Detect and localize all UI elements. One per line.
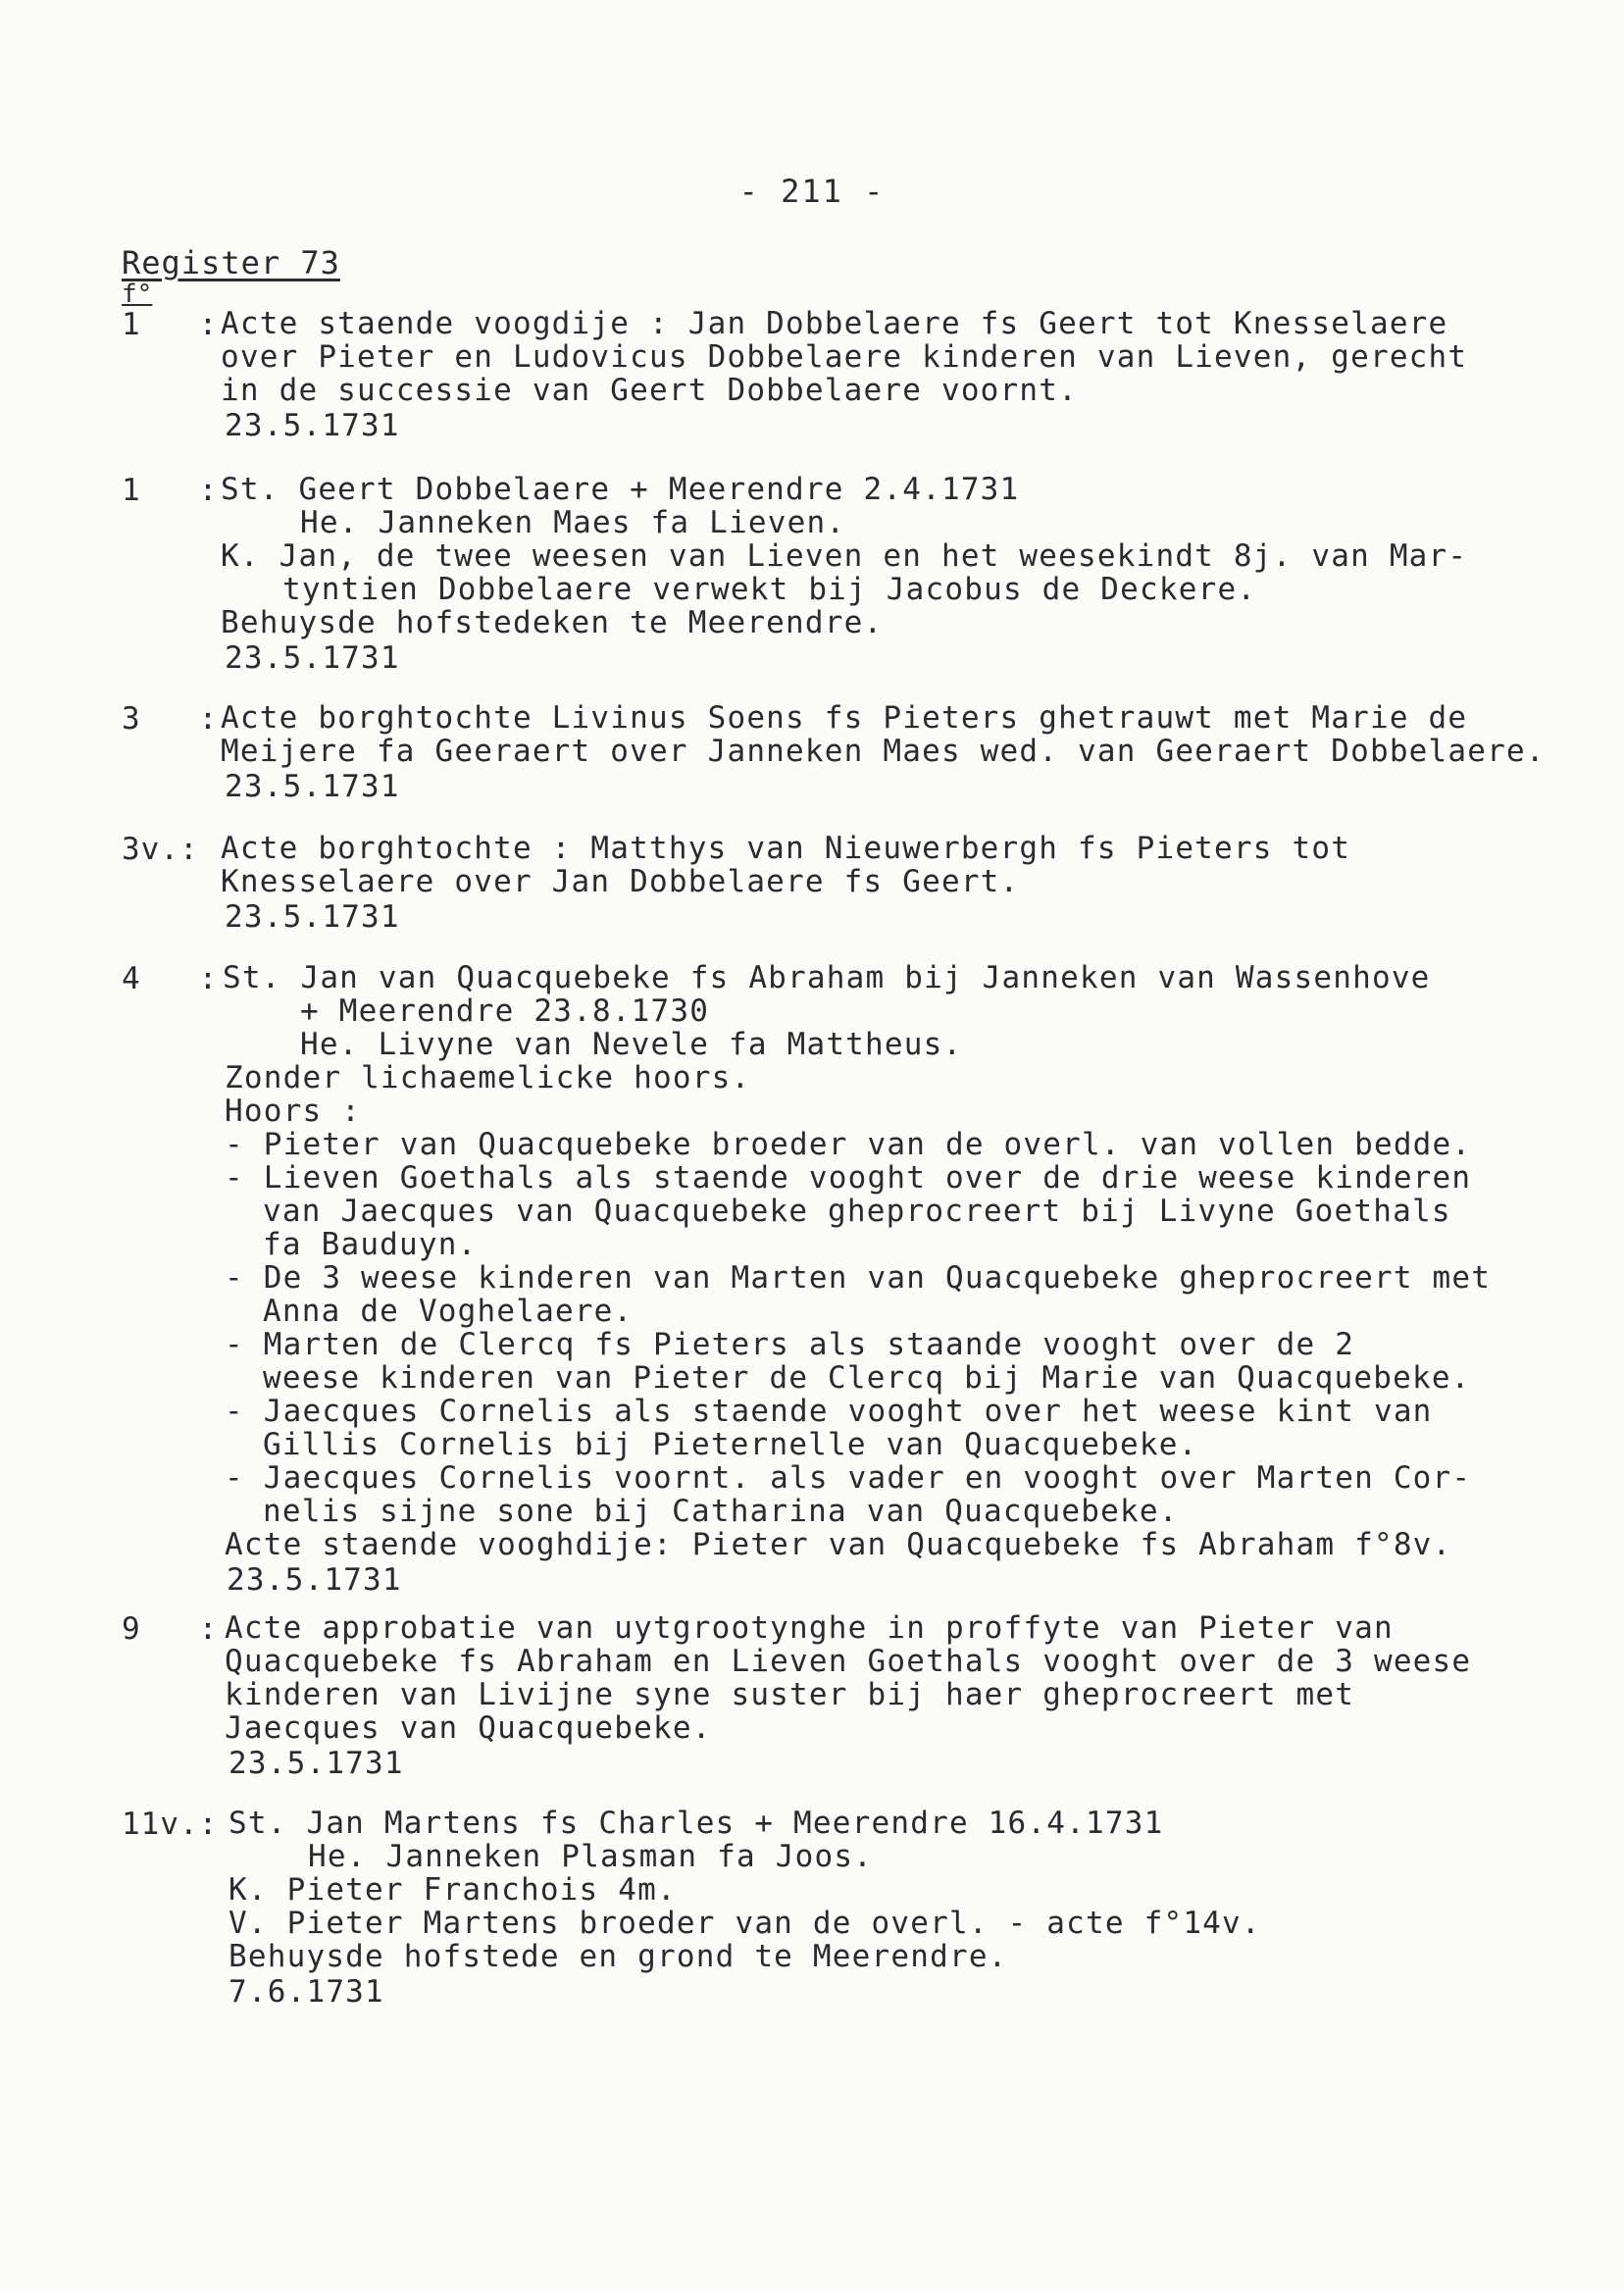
entry-date: 23.5.1731 <box>225 769 400 804</box>
entry-line: K. Jan, de twee weesen van Lieven en het weesekindt 8j. van Mar- <box>221 538 1468 574</box>
entry-line: Meijere fa Geeraert over Janneken Maes wed. van Geeraert Dobbelaere. <box>221 734 1546 769</box>
entry-line: He. Janneken Plasman fa Joos. <box>308 1839 874 1874</box>
folio-reference: 1 : <box>122 307 219 342</box>
folio-reference: 9 : <box>122 1611 219 1647</box>
folio-marker: f° <box>122 280 153 309</box>
entry-line: He. Janneken Maes fa Lieven. <box>300 505 846 540</box>
entry-line: Knesselaere over Jan Dobbelaere fs Geert. <box>221 864 1020 899</box>
entry-line: - De 3 weese kinderen van Marten van Quacquebeke gheprocreert met <box>225 1260 1492 1296</box>
entry-line: K. Pieter Franchois 4m. <box>228 1872 677 1908</box>
folio-reference: 11v.: <box>122 1807 219 1842</box>
folio-reference: 3 : <box>122 701 219 737</box>
entry-line: Gillis Cornelis bij Pieternelle van Quacquebeke. <box>263 1427 1198 1462</box>
entry-date: 23.5.1731 <box>228 1746 404 1781</box>
entry-line: Acte borghtochte : Matthys van Nieuwerbergh fs Pieters tot <box>221 831 1351 866</box>
register-title: Register 73 <box>122 244 340 281</box>
entry-date: 23.5.1731 <box>227 1562 402 1598</box>
entry-line: + Meerendre 23.8.1730 <box>300 993 710 1029</box>
entry-line: Acte staende vooghdije: Pieter van Quacquebeke fs Abraham f°8v. <box>225 1527 1452 1562</box>
entry-line: - Marten de Clercq fs Pieters als staande vooght over de 2 <box>225 1327 1355 1362</box>
entry-line: St. Geert Dobbelaere + Meerendre 2.4.1731 <box>221 472 1020 507</box>
entry-line: Behuysde hofstede en grond te Meerendre. <box>228 1939 1008 1974</box>
entry-line: weese kinderen van Pieter de Clercq bij Marie van Quacquebeke. <box>263 1360 1471 1396</box>
entry-line: Zonder lichaemelicke hoors. <box>225 1060 751 1095</box>
entry-line: Jaecques van Quacquebeke. <box>225 1710 712 1746</box>
page-number: - 211 - <box>738 173 886 210</box>
entry-line: Hoors : <box>225 1094 362 1129</box>
folio-reference: 4 : <box>122 961 219 996</box>
entry-line: van Jaecques van Quacquebeke gheprocreert bij Livyne Goethals <box>263 1194 1451 1229</box>
entry-line: He. Livyne van Nevele fa Mattheus. <box>300 1027 963 1062</box>
entry-line: Quacquebeke fs Abraham en Lieven Goethals vooght over de 3 weese <box>225 1644 1472 1679</box>
entry-line: - Lieven Goethals als staende vooght over de drie weese kinderen <box>225 1160 1472 1196</box>
folio-reference: 3v.: <box>122 832 199 867</box>
entry-line: - Jaecques Cornelis voornt. als vader en vooght over Marten Cor- <box>225 1460 1472 1496</box>
entry-line: kinderen van Livijne syne suster bij haer gheprocreert met <box>225 1677 1355 1712</box>
entry-line: - Pieter van Quacquebeke broeder van de overl. van vollen bedde. <box>225 1127 1472 1162</box>
folio-reference: 1 : <box>122 473 219 508</box>
entry-date: 23.5.1731 <box>225 640 400 676</box>
entry-line: St. Jan van Quacquebeke fs Abraham bij Janneken van Wassenhove <box>223 960 1431 995</box>
entry-line: tyntien Dobbelaere verwekt bij Jacobus de Deckere. <box>282 572 1257 607</box>
entry-line: Behuysde hofstedeken te Meerendre. <box>221 605 884 640</box>
entry-line: Acte approbatie van uytgrootynghe in proffyte van Pieter van <box>225 1610 1394 1646</box>
entry-line: Anna de Voghelaere. <box>263 1294 634 1329</box>
entry-line: in de successie van Geert Dobbelaere voornt. <box>221 373 1078 408</box>
entry-line: fa Bauduyn. <box>263 1227 478 1262</box>
entry-date: 7.6.1731 <box>228 1974 384 2010</box>
entry-line: V. Pieter Martens broeder van de overl. - acte f°14v. <box>228 1906 1261 1941</box>
entry-line: St. Jan Martens fs Charles + Meerendre 16.4.1731 <box>228 1806 1164 1841</box>
entry-date: 23.5.1731 <box>225 899 400 935</box>
entry-line: nelis sijne sone bij Catharina van Quacquebeke. <box>263 1494 1179 1529</box>
entry-line: Acte staende voogdije : Jan Dobbelaere fs Geert tot Knesselaere <box>221 306 1448 341</box>
entry-line: Acte borghtochte Livinus Soens fs Pieters ghetrauwt met Marie de <box>221 700 1468 736</box>
entry-line: over Pieter en Ludovicus Dobbelaere kinderen van Lieven, gerecht <box>221 339 1468 375</box>
entry-date: 23.5.1731 <box>225 408 400 443</box>
entry-line: - Jaecques Cornelis als staende vooght over het weese kint van <box>225 1394 1433 1429</box>
